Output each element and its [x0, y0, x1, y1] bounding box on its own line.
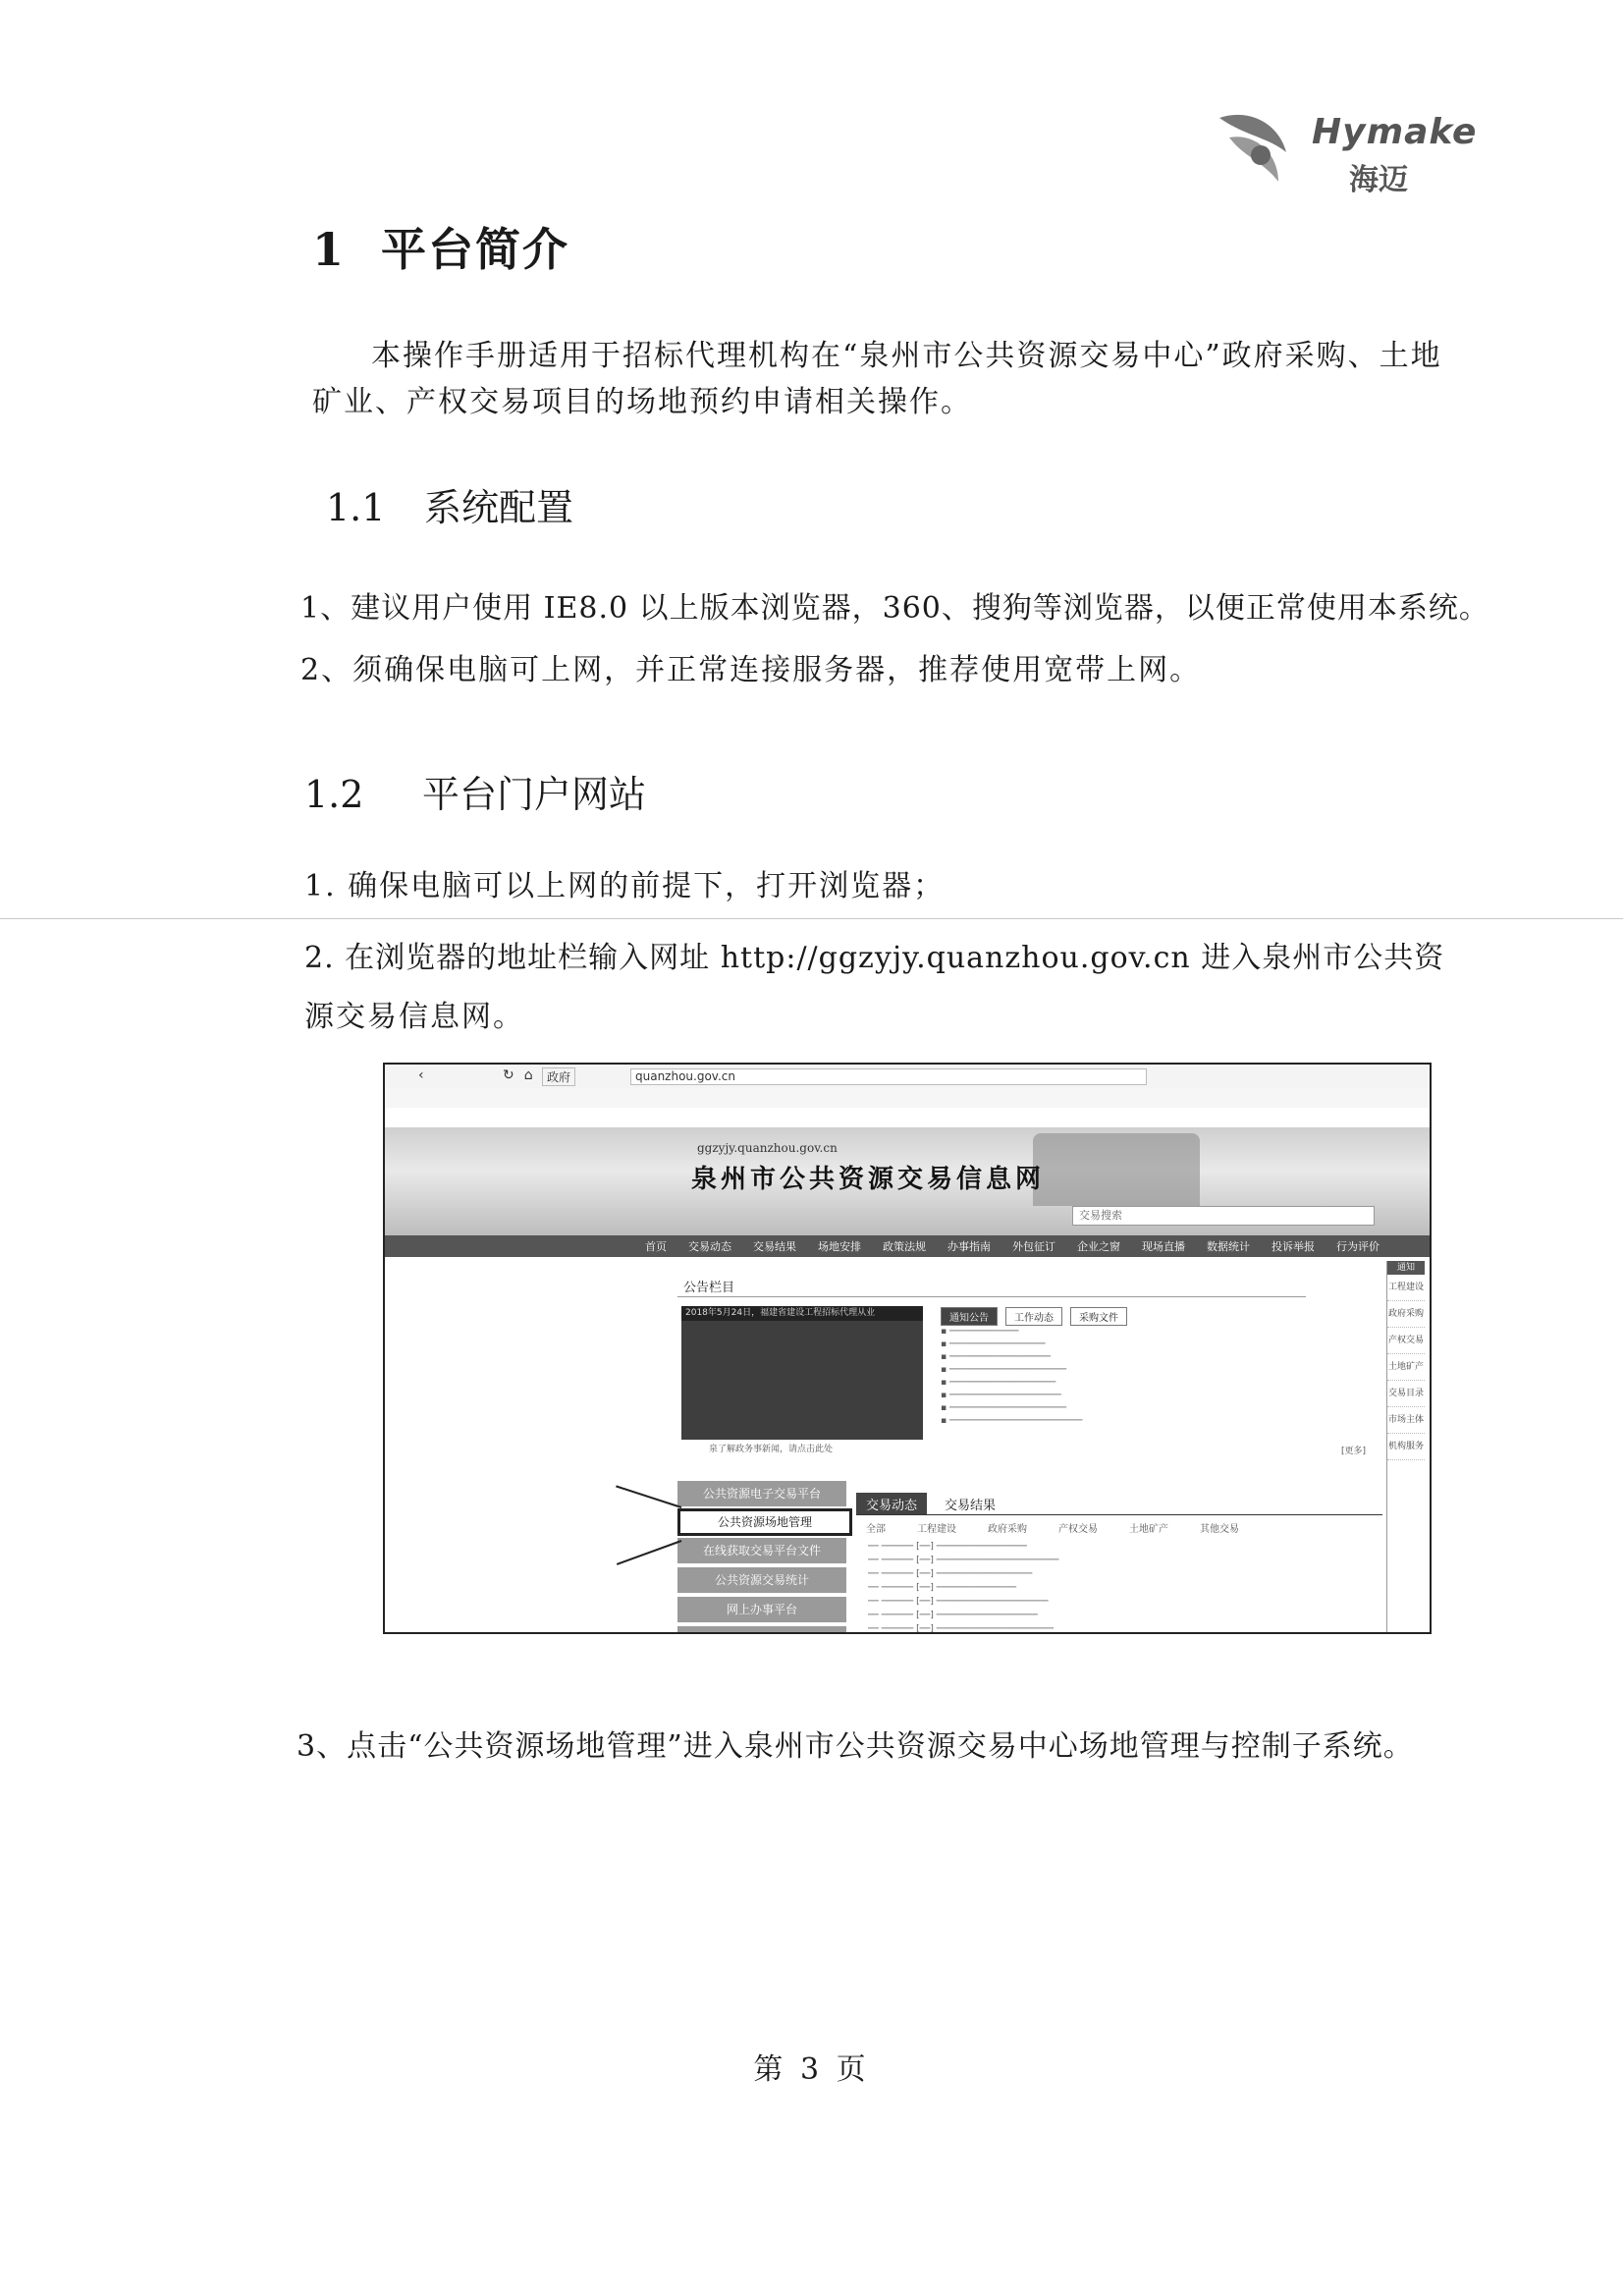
notice-tab: 通知公告 — [941, 1307, 998, 1326]
side-button: 公共资源电子交易平台 — [677, 1481, 846, 1506]
trade-divider — [856, 1514, 1382, 1515]
step-2-line-1: 2. 在浏览器的地址栏输入网址 http://ggzyjy.quanzhou.gov.cn 进入泉州市公共资 — [304, 941, 1445, 975]
nav-item: 外包征订 — [1012, 1240, 1055, 1253]
right-column-item: 交易目录 — [1387, 1381, 1425, 1407]
section-1-1-number: 1.1 — [326, 486, 386, 529]
notice-tab: 工作动态 — [1005, 1307, 1062, 1326]
notice-section-title: 公告栏目 — [683, 1281, 735, 1295]
trade-category: 全部 — [866, 1524, 886, 1535]
side-button: 网上办事平台 — [677, 1597, 846, 1622]
trade-category: 政府采购 — [988, 1524, 1027, 1535]
nav-item: 办事指南 — [947, 1240, 991, 1253]
search-engine-select: 政府 — [542, 1067, 575, 1086]
news-photo-caption: 2018年5月24日，福建省建设工程招标代理从业 — [681, 1306, 923, 1321]
page-number: 第 3 页 — [753, 2052, 870, 2087]
intro-line-2: 矿业、产权交易项目的场地预约申请相关操作。 — [312, 385, 972, 419]
side-button: 公共资源交易统计 — [677, 1567, 846, 1593]
scan-fold-line — [0, 918, 1623, 919]
notice-list: ▪ ───────────── ▪ ────────────────── ▪ ─────────────────── ▪ ────────────────────── ▪ ──────────────────── ▪ ───────────────────── ▪ ────────────────────── ▪ ───────────────────────── — [941, 1327, 1083, 1426]
back-icon: ‹ — [418, 1067, 424, 1083]
intro-line-1: 本操作手册适用于招标代理机构在“泉州市公共资源交易中心”政府采购、土地 — [371, 339, 1442, 373]
more-link: [更多] — [1341, 1447, 1367, 1456]
reload-home-icons: ↻⌂ — [503, 1067, 543, 1083]
right-column-item: 土地矿产 — [1387, 1354, 1425, 1381]
site-domain: ggzyjy.quanzhou.gov.cn — [697, 1141, 838, 1155]
news-photo — [681, 1306, 923, 1440]
section-1-1-title: 系统配置 — [424, 486, 574, 529]
site-nav — [385, 1235, 1430, 1257]
section-1-2-title: 平台门户网站 — [422, 773, 647, 816]
chapter-heading — [312, 214, 569, 279]
side-button: 在线获取交易平台文件 — [677, 1538, 846, 1563]
section-1-2-heading — [304, 764, 646, 818]
trade-list: ── ────── [──] ───────────────── ── ────── [──] ─────────────────────── ── ────── [──] ────────────────── ── ────── [──] ─────────────── ── ────── [──] ───────────────────── ── ────── [──] ─────────────────── ── ────── [──] ────────────────────── — [868, 1542, 1059, 1634]
site-banner — [385, 1127, 1430, 1235]
bookmarks-bar — [385, 1088, 1430, 1108]
right-column-item: 机构服务 — [1387, 1434, 1425, 1460]
trade-tab: 交易动态 — [856, 1493, 927, 1515]
pointer-arrow-lower — [617, 1540, 681, 1565]
nav-item: 政策法规 — [883, 1240, 926, 1253]
trade-tabs — [856, 1493, 1013, 1515]
news-photo-link: 泉了解政务事新闻，请点击此处 — [709, 1445, 834, 1454]
nav-item: 交易动态 — [688, 1240, 731, 1253]
section-1-2-number: 1.2 — [304, 773, 364, 816]
notice-tabs — [941, 1306, 1135, 1326]
right-column-item: 工程建设 — [1387, 1275, 1425, 1301]
config-item-1: 1、建议用户使用 IE8.0 以上版本浏览器，360、搜狗等浏览器，以便正常使用本系统。 — [300, 591, 1489, 626]
section-1-1-heading — [326, 477, 573, 531]
logo-text-cn: 海迈 — [1349, 163, 1408, 197]
side-button-venue-management: 公共资源场地管理 — [677, 1508, 852, 1536]
trade-categories — [866, 1520, 1271, 1535]
notice-tab: 采购文件 — [1070, 1307, 1127, 1326]
right-column — [1386, 1261, 1425, 1632]
trade-category: 产权交易 — [1058, 1524, 1098, 1535]
step-2-line-2: 源交易信息网。 — [304, 1000, 524, 1034]
side-button — [677, 1626, 846, 1634]
browser-address-bar — [385, 1065, 1430, 1089]
trade-tab: 交易结果 — [945, 1499, 997, 1513]
portal-screenshot — [383, 1063, 1432, 1634]
pointer-arrow-upper — [616, 1485, 681, 1508]
step-3: 3、点击“公共资源场地管理”进入泉州市公共资源交易中心场地管理与控制子系统。 — [297, 1729, 1414, 1764]
config-item-2: 2、须确保电脑可上网，并正常连接服务器，推荐使用宽带上网。 — [300, 653, 1202, 687]
chapter-number: 1 — [312, 223, 347, 276]
nav-item: 数据统计 — [1207, 1240, 1250, 1253]
site-top-links — [385, 1108, 1430, 1127]
site-name: 泉州市公共资源交易信息网 — [691, 1165, 1046, 1194]
trade-category: 土地矿产 — [1129, 1524, 1168, 1535]
logo-text-en: Hymake — [1312, 112, 1478, 152]
notice-divider — [677, 1296, 1306, 1297]
nav-item: 企业之窗 — [1077, 1240, 1120, 1253]
nav-item: 交易结果 — [753, 1240, 796, 1253]
right-column-item: 产权交易 — [1387, 1328, 1425, 1354]
nav-item: 首页 — [645, 1240, 667, 1253]
nav-item: 行为评价 — [1336, 1240, 1380, 1253]
trade-category: 工程建设 — [917, 1524, 956, 1535]
nav-item: 现场直播 — [1142, 1240, 1185, 1253]
right-column-item: 政府采购 — [1387, 1301, 1425, 1328]
step-1: 1. 确保电脑可以上网的前提下，打开浏览器； — [304, 869, 946, 903]
site-search-input: 交易搜索 — [1072, 1206, 1375, 1226]
hymake-logo-icon — [1210, 98, 1308, 196]
url-field: quanzhou.gov.cn — [630, 1068, 1147, 1085]
trade-category: 其他交易 — [1200, 1524, 1239, 1535]
hymake-logo — [1210, 98, 1478, 197]
right-column-item: 市场主体 — [1387, 1407, 1425, 1434]
nav-item: 投诉举报 — [1271, 1240, 1315, 1253]
nav-item: 场地安排 — [818, 1240, 861, 1253]
building-image — [1033, 1133, 1200, 1206]
right-column-header: 通知 — [1387, 1261, 1425, 1275]
chapter-title: 平台简介 — [381, 223, 570, 276]
